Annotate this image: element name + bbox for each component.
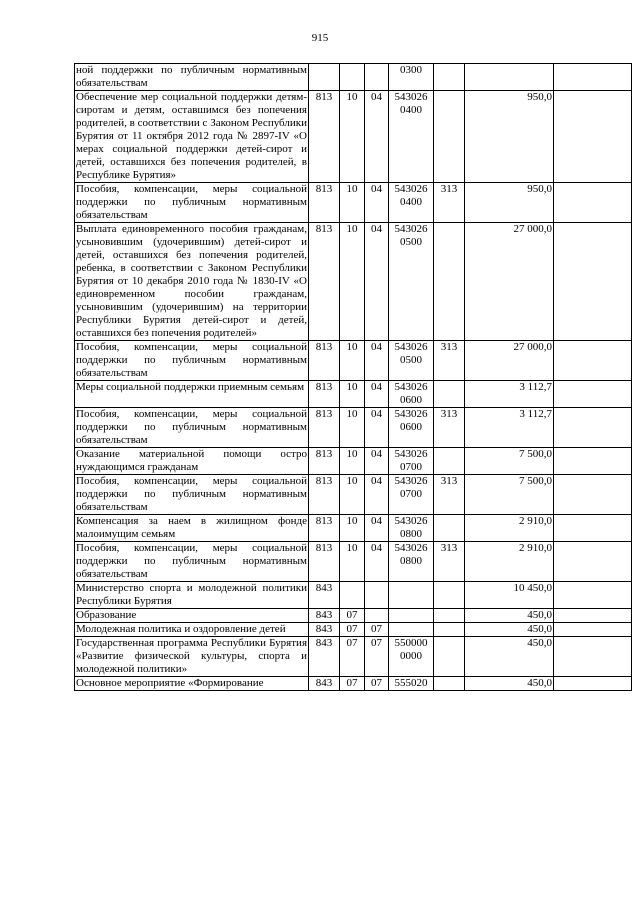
row-expense-type-cell	[434, 91, 465, 183]
row-amount-cell: 3 112,7	[465, 408, 554, 448]
row-empty-cell	[554, 609, 632, 623]
row-target-code-cell: 543026 0800	[389, 515, 434, 542]
table-row	[75, 637, 632, 677]
row-subsection-cell: 04	[365, 341, 389, 381]
row-target-code-cell: 543026 0700	[389, 448, 434, 475]
row-target-code-cell: 543026 0500	[389, 341, 434, 381]
row-ministry-cell: 813	[309, 542, 340, 582]
row-target-code-cell: 0300	[389, 64, 434, 91]
table-row	[75, 582, 632, 609]
row-amount-cell: 7 500,0	[465, 448, 554, 475]
row-empty-cell	[554, 64, 632, 91]
row-name-cell: Оказание материальной помощи остро нуждающимся гражданам	[76, 448, 307, 473]
row-ministry-cell: 813	[309, 341, 340, 381]
row-name-cell: Молодежная политика и оздоровление детей	[75, 623, 309, 637]
row-subsection-cell: 04	[365, 223, 389, 341]
row-target-code-cell: 550000 0000	[389, 637, 434, 677]
table-row	[75, 408, 632, 448]
row-ministry-cell: 813	[309, 515, 340, 542]
row-name-cell: Компенсация за наем в жилищном фонде малоимущим семьям	[76, 515, 307, 540]
row-amount-cell: 2 910,0	[465, 515, 554, 542]
row-section-cell: 10	[340, 223, 365, 341]
row-expense-type-cell	[434, 623, 465, 637]
row-amount-cell: 450,0	[465, 623, 554, 637]
row-subsection-cell: 07	[365, 677, 389, 691]
row-ministry-cell: 813	[309, 448, 340, 475]
row-expense-type-cell	[434, 609, 465, 623]
row-empty-cell	[554, 381, 632, 408]
row-amount-cell: 450,0	[465, 637, 554, 677]
row-target-code-cell: 543026 0400	[389, 91, 434, 183]
row-amount-cell	[465, 64, 554, 91]
row-name-cell: Пособия, компенсации, меры социальной поддержки по публичным нормативным обязательствам	[76, 183, 307, 221]
row-amount-cell: 950,0	[465, 91, 554, 183]
row-expense-type-cell	[434, 64, 465, 91]
row-amount-cell: 7 500,0	[465, 475, 554, 515]
row-subsection-cell: 04	[365, 408, 389, 448]
row-name-cell: Основное мероприятие «Формирование	[75, 677, 309, 691]
row-target-code-cell: 543026 0600	[389, 408, 434, 448]
row-empty-cell	[554, 677, 632, 691]
row-empty-cell	[554, 515, 632, 542]
row-section-cell: 10	[340, 475, 365, 515]
row-section-cell: 10	[340, 542, 365, 582]
row-ministry-cell: 813	[309, 183, 340, 223]
row-subsection-cell: 04	[365, 542, 389, 582]
row-empty-cell	[554, 582, 632, 609]
row-expense-type-cell	[434, 381, 465, 408]
row-name-cell: Пособия, компенсации, меры социальной поддержки по публичным нормативным обязательствам	[76, 475, 307, 513]
row-section-cell: 10	[340, 183, 365, 223]
row-ministry-cell: 843	[309, 609, 340, 623]
table-row	[75, 448, 632, 475]
row-amount-cell: 450,0	[465, 677, 554, 691]
row-section-cell: 10	[340, 341, 365, 381]
row-expense-type-cell: 313	[434, 475, 465, 515]
row-empty-cell	[554, 475, 632, 515]
row-empty-cell	[554, 448, 632, 475]
row-expense-type-cell: 313	[434, 408, 465, 448]
row-subsection-cell	[365, 609, 389, 623]
row-target-code-cell: 543026 0800	[389, 542, 434, 582]
row-amount-cell: 10 450,0	[465, 582, 554, 609]
row-expense-type-cell	[434, 582, 465, 609]
row-section-cell: 10	[340, 408, 365, 448]
row-name-cell: Пособия, компенсации, меры социальной поддержки по публичным нормативным обязательствам	[76, 341, 307, 379]
row-target-code-cell: 543026 0500	[389, 223, 434, 341]
table-row	[75, 515, 632, 542]
row-name-cell: Государственная программа Республики Бурятия «Развитие физической культуры, спорта и молодежной политики»	[76, 637, 307, 675]
row-subsection-cell: 04	[365, 91, 389, 183]
row-name-cell: Пособия, компенсации, меры социальной поддержки по публичным нормативным обязательствам	[76, 542, 307, 580]
row-section-cell: 10	[340, 448, 365, 475]
row-subsection-cell: 07	[365, 623, 389, 637]
row-expense-type-cell	[434, 448, 465, 475]
row-name-cell: Меры социальной поддержки приемным семьям	[75, 381, 309, 408]
row-target-code-cell	[389, 582, 434, 609]
row-section-cell: 10	[340, 515, 365, 542]
page-number: 915	[311, 32, 329, 44]
row-expense-type-cell	[434, 677, 465, 691]
row-name-cell: Министерство спорта и молодежной политики Республики Бурятия	[76, 582, 307, 607]
table-row	[75, 223, 632, 341]
row-subsection-cell: 04	[365, 448, 389, 475]
row-section-cell: 07	[340, 623, 365, 637]
row-empty-cell	[554, 91, 632, 183]
table-row	[75, 677, 632, 691]
table-row	[75, 623, 632, 637]
row-expense-type-cell: 313	[434, 341, 465, 381]
table-row	[75, 381, 632, 408]
row-ministry-cell	[309, 64, 340, 91]
row-target-code-cell: 555020	[389, 677, 434, 691]
row-expense-type-cell	[434, 637, 465, 677]
row-amount-cell: 3 112,7	[465, 381, 554, 408]
budget-table	[74, 63, 632, 691]
row-target-code-cell	[389, 609, 434, 623]
row-name-cell: Обеспечение мер социальной поддержки детям-сиротам и детям, оставшимся без попечения родителей, в соответствии с Законом Республики Бурятия от 11 октября 2012 года № 2897-IV «О мерах социальной поддержки детей-сирот и детей, оставшихся без попечения родителей, в Республике Бурятия»	[76, 91, 307, 181]
row-section-cell: 10	[340, 91, 365, 183]
row-empty-cell	[554, 623, 632, 637]
row-ministry-cell: 813	[309, 91, 340, 183]
table-row	[75, 475, 632, 515]
row-empty-cell	[554, 341, 632, 381]
row-ministry-cell: 843	[309, 623, 340, 637]
table-row	[75, 341, 632, 381]
row-expense-type-cell	[434, 515, 465, 542]
row-subsection-cell: 04	[365, 515, 389, 542]
row-ministry-cell: 843	[309, 677, 340, 691]
row-amount-cell: 2 910,0	[465, 542, 554, 582]
row-ministry-cell: 813	[309, 475, 340, 515]
table-row	[75, 91, 632, 183]
row-expense-type-cell: 313	[434, 183, 465, 223]
row-empty-cell	[554, 637, 632, 677]
row-subsection-cell: 07	[365, 637, 389, 677]
row-name-cell: ной поддержки по публичным нормативным обязательствам	[76, 64, 307, 89]
row-subsection-cell	[365, 582, 389, 609]
row-target-code-cell: 543026 0700	[389, 475, 434, 515]
row-amount-cell: 27 000,0	[465, 341, 554, 381]
row-section-cell: 07	[340, 677, 365, 691]
row-subsection-cell: 04	[365, 183, 389, 223]
table-row	[75, 609, 632, 623]
row-ministry-cell: 813	[309, 223, 340, 341]
row-name-cell: Выплата единовременного пособия гражданам, усыновившим (удочерившим) детей-сирот и детей, оставшихся без попечения родителей, ребенка, в соответствии с Законом Республики Бурятия от 10 декабря 2010 года № 1830-IV «О единовременном пособии гражданам, усыновившим (удочерившим) на территории Республики Бурятия детей-сирот и детей, оставшихся без попечения родителей»	[76, 223, 307, 339]
row-target-code-cell: 543026 0600	[389, 381, 434, 408]
row-ministry-cell: 813	[309, 381, 340, 408]
row-amount-cell: 450,0	[465, 609, 554, 623]
row-expense-type-cell	[434, 223, 465, 341]
table-row	[75, 64, 632, 91]
row-name-cell: Образование	[75, 609, 309, 623]
row-section-cell	[340, 64, 365, 91]
row-section-cell	[340, 582, 365, 609]
row-empty-cell	[554, 542, 632, 582]
row-ministry-cell: 843	[309, 582, 340, 609]
row-amount-cell: 950,0	[465, 183, 554, 223]
row-section-cell: 10	[340, 381, 365, 408]
row-subsection-cell: 04	[365, 475, 389, 515]
table-row	[75, 183, 632, 223]
row-expense-type-cell: 313	[434, 542, 465, 582]
row-amount-cell: 27 000,0	[465, 223, 554, 341]
row-empty-cell	[554, 408, 632, 448]
row-ministry-cell: 813	[309, 408, 340, 448]
row-section-cell: 07	[340, 637, 365, 677]
row-subsection-cell	[365, 64, 389, 91]
table-row	[75, 542, 632, 582]
row-target-code-cell: 543026 0400	[389, 183, 434, 223]
row-empty-cell	[554, 223, 632, 341]
row-section-cell: 07	[340, 609, 365, 623]
row-ministry-cell: 843	[309, 637, 340, 677]
row-name-cell: Пособия, компенсации, меры социальной поддержки по публичным нормативным обязательствам	[76, 408, 307, 446]
row-subsection-cell: 04	[365, 381, 389, 408]
row-target-code-cell	[389, 623, 434, 637]
row-empty-cell	[554, 183, 632, 223]
